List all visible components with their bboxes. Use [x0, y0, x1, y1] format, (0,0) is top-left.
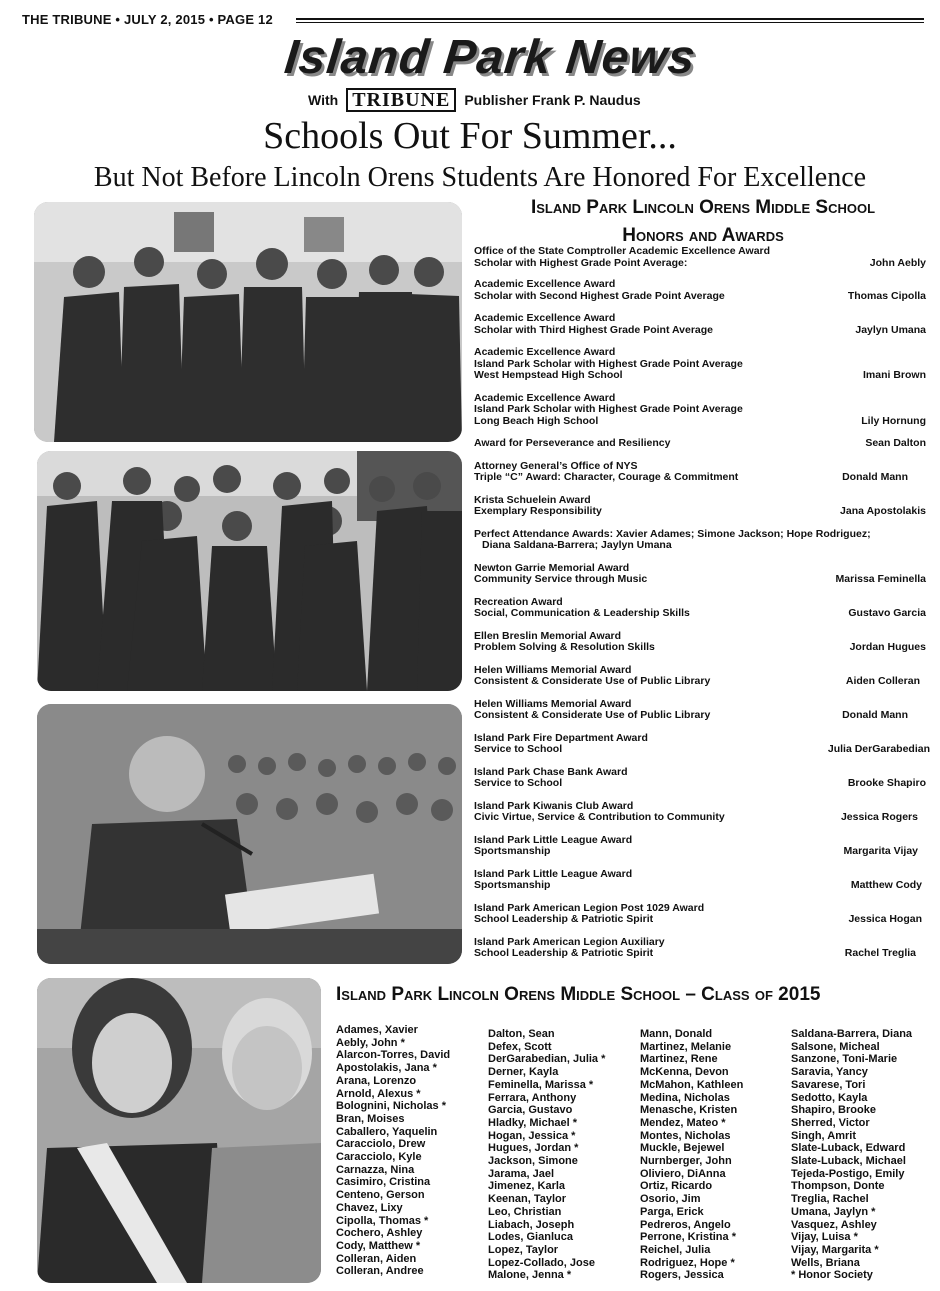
roster-name: Feminella, Marissa * — [488, 1078, 594, 1091]
roster-name: Parga, Erick — [640, 1205, 704, 1218]
award-line: Island Park American Legion Post 1029 Award — [474, 901, 705, 914]
roster-name: Carnazza, Nina — [336, 1163, 415, 1176]
roster-name: Arana, Lorenzo — [336, 1074, 417, 1087]
award-winner: Margarita Vijay — [843, 845, 918, 857]
award-line: Island Park Little League Award — [474, 833, 633, 846]
roster-name: Treglia, Rachel — [791, 1193, 869, 1206]
roster-name: Liabach, Joseph — [488, 1218, 575, 1231]
roster-name: Apostolakis, Jana * — [336, 1062, 437, 1075]
roster-column-1 — [336, 1024, 450, 1278]
roster-name: Saldana-Barrera, Diana — [791, 1028, 913, 1040]
award-line: Scholar with Highest Grade Point Average: — [474, 256, 688, 269]
award-line: Island Park American Legion Auxiliary — [474, 935, 665, 948]
award-line: Krista Schuelein Award — [474, 493, 591, 506]
award-entry — [474, 869, 930, 892]
roster-name: Centeno, Gerson — [336, 1189, 425, 1202]
award-winner: Lily Hornung — [861, 414, 926, 427]
roster-name: Caracciolo, Kyle — [336, 1151, 422, 1164]
award-entry — [474, 597, 930, 620]
award-entry — [474, 529, 930, 552]
roster-column-2 — [488, 1028, 605, 1282]
roster-name: Martinez, Rene — [640, 1053, 718, 1066]
roster-name: Keenan, Taylor — [488, 1193, 567, 1206]
roster-name: Savarese, Tori — [791, 1078, 866, 1091]
page-folio: THE TRIBUNE • JULY 2, 2015 • PAGE 12 — [22, 12, 273, 27]
roster-name: Colleran, Andree — [336, 1265, 424, 1278]
roster-name: Reichel, Julia — [640, 1243, 711, 1256]
roster-name: Cochero, Ashley — [336, 1227, 423, 1240]
roster-name: Osorio, Jim — [640, 1193, 701, 1206]
award-line: Helen Williams Memorial Award — [474, 697, 632, 710]
roster-name: Nurnberger, John — [640, 1155, 732, 1168]
award-entry — [474, 767, 930, 790]
award-winner: Aiden Colleran — [845, 675, 920, 687]
award-entry — [474, 937, 930, 960]
subhead: But Not Before Lincoln Orens Students Are Honored For Excellence — [93, 162, 867, 193]
award-line: Island Park Scholar with Highest Grade Point Average — [474, 357, 743, 370]
award-winner: Julia DerGarabedian — [827, 743, 930, 755]
award-line: Academic Excellence Award — [474, 391, 616, 404]
roster-name: Medina, Nicholas — [640, 1091, 730, 1104]
roster-name: Mann, Donald — [640, 1028, 713, 1040]
roster-name: Jarama, Jael — [488, 1167, 555, 1180]
byline-with: With — [308, 92, 339, 108]
roster-name: Oliviero, DiAnna — [640, 1167, 726, 1180]
award-line: Consistent & Considerate Use of Public Library — [474, 675, 711, 687]
award-winner: John Aebly — [869, 256, 926, 269]
roster-name: Cipolla, Thomas * — [336, 1214, 429, 1227]
award-line: Newton Garrie Memorial Award — [474, 561, 630, 574]
roster-name: Montes, Nicholas — [640, 1129, 731, 1142]
roster-name: Defex, Scott — [488, 1040, 552, 1053]
photo-graduates-group-1-image — [34, 202, 462, 442]
roster-name: Derner, Kayla — [488, 1066, 559, 1079]
photo-graduates-group-2 — [37, 451, 462, 691]
roster-name: Muckle, Bejewel — [640, 1142, 725, 1155]
award-line: Scholar with Third Highest Grade Point Average — [474, 323, 714, 336]
roster-name: Jimenez, Karla — [488, 1180, 566, 1193]
award-line: Academic Excellence Award — [474, 346, 616, 358]
award-entry — [474, 631, 930, 654]
award-line: West Hempstead High School — [474, 369, 623, 381]
award-winner: Brooke Shapiro — [847, 777, 926, 789]
roster-name: Caracciolo, Drew — [336, 1138, 426, 1151]
award-line: Service to School — [474, 777, 563, 789]
award-winner: Jaylyn Umana — [855, 323, 926, 336]
roster-column-4 — [791, 1028, 912, 1282]
award-line: Island Park Kiwanis Club Award — [474, 799, 634, 812]
roster-name: Slate-Luback, Edward — [791, 1142, 906, 1155]
award-entry — [474, 699, 930, 722]
award-entry — [474, 665, 930, 688]
award-line: School Leadership & Patriotic Spirit — [474, 913, 654, 925]
roster-name: Mendez, Mateo * — [640, 1116, 726, 1129]
roster-name: Menasche, Kristen — [640, 1104, 738, 1117]
roster-name: Sedotto, Kayla — [791, 1091, 868, 1104]
roster-name: Shapiro, Brooke — [791, 1104, 876, 1117]
roster-name: Perrone, Kristina * — [640, 1231, 736, 1244]
roster-name: Thompson, Donte — [791, 1180, 885, 1193]
award-winner: Jordan Hugues — [849, 641, 926, 653]
roster-name: Rodriguez, Hope * — [640, 1256, 735, 1269]
award-line: Scholar with Second Highest Grade Point Average — [474, 289, 725, 302]
award-line: Award for Perseverance and Resiliency — [474, 437, 671, 449]
photo-student-speaker — [37, 704, 462, 964]
award-winner: Gustavo Garcia — [848, 607, 926, 619]
award-line: Social, Communication & Leadership Skills — [474, 607, 690, 619]
roster-name: Tejeda-Postigo, Emily — [791, 1167, 905, 1180]
roster-name: Slate-Luback, Michael — [791, 1155, 906, 1168]
roster-name: Aebly, John * — [336, 1036, 405, 1049]
roster-name: Vasquez, Ashley — [791, 1218, 877, 1231]
roster-name: Lopez, Taylor — [488, 1243, 559, 1256]
award-entry — [474, 279, 930, 302]
roster-name: Dalton, Sean — [488, 1028, 555, 1040]
award-line: Academic Excellence Award — [474, 278, 616, 290]
roster-name: McMahon, Kathleen — [640, 1078, 744, 1091]
award-winner: Thomas Cipolla — [847, 289, 926, 302]
roster-name: Lodes, Gianluca — [488, 1231, 573, 1244]
award-winner: Marissa Feminella — [835, 573, 926, 585]
honors-title-line1: Island Park Lincoln Orens Middle School — [530, 197, 876, 218]
roster-name: Hladky, Michael * — [488, 1116, 578, 1129]
award-winner: Donald Mann — [842, 709, 908, 721]
roster-name: Vijay, Margarita * — [791, 1243, 879, 1256]
award-line: Attorney General’s Office of NYS — [474, 459, 638, 472]
roster-name: Sanzone, Toni-Marie — [791, 1053, 898, 1066]
folio-rule — [296, 18, 924, 23]
award-line: Service to School — [474, 743, 563, 755]
masthead-title: Island Park News — [282, 31, 699, 84]
award-winner: Jessica Rogers — [840, 811, 918, 823]
roster-name: Hogan, Jessica * — [488, 1129, 576, 1142]
award-entry — [474, 461, 930, 484]
roster-name: * Honor Society — [791, 1269, 873, 1282]
photo-student-speaker-image — [37, 704, 462, 964]
award-line: Community Service through Music — [474, 573, 648, 585]
award-line: Sportsmanship — [474, 845, 551, 857]
award-line: Long Beach High School — [474, 414, 599, 427]
award-line: Ellen Breslin Memorial Award — [474, 629, 622, 642]
roster-name: Chavez, Lixy — [336, 1201, 403, 1214]
roster-name: Ferrara, Anthony — [488, 1091, 577, 1104]
award-entry — [474, 347, 930, 382]
award-line: Sportsmanship — [474, 879, 551, 891]
award-winner: Jana Apostolakis — [840, 505, 926, 517]
roster-name: Sherred, Victor — [791, 1116, 870, 1129]
roster-name: Lopez-Collado, Jose — [488, 1256, 595, 1269]
award-entry — [474, 246, 930, 269]
award-entry — [474, 903, 930, 926]
roster-name: Umana, Jaylyn * — [791, 1205, 876, 1218]
roster-name: Bran, Moises — [336, 1112, 405, 1125]
award-line: Recreation Award — [474, 595, 563, 608]
award-line: Consistent & Considerate Use of Public Library — [474, 709, 711, 721]
award-line: Triple “C” Award: Character, Courage & Commitment — [474, 471, 739, 483]
award-entry — [474, 801, 930, 824]
roster-name: Malone, Jenna * — [488, 1269, 572, 1282]
roster-name: Adames, Xavier — [336, 1024, 418, 1036]
awards-list — [474, 246, 930, 960]
award-line: Office of the State Comptroller Academic Excellence Award — [474, 245, 771, 257]
award-winner: Rachel Treglia — [844, 947, 916, 959]
roster-name: Martinez, Melanie — [640, 1040, 732, 1053]
roster-name: Caballero, Yaquelin — [336, 1125, 438, 1138]
award-entry — [474, 835, 930, 858]
class-roster-title: Island Park Lincoln Orens Middle School – Class of 2015 — [336, 984, 821, 1005]
award-line: Island Park Little League Award — [474, 867, 633, 880]
award-entry — [474, 495, 930, 518]
honors-title — [474, 194, 932, 250]
byline-publisher: Publisher Frank P. Naudus — [464, 92, 641, 108]
roster-name: Arnold, Alexus * — [336, 1087, 421, 1100]
award-line: Exemplary Responsibility — [474, 505, 602, 517]
award-line: Academic Excellence Award — [474, 312, 616, 324]
award-line: Island Park Scholar with Highest Grade Point Average — [474, 403, 743, 415]
award-winner: Imani Brown — [862, 369, 926, 381]
award-line: Diana Saldana-Barrera; Jaylyn Umana — [482, 539, 672, 551]
roster-name: Singh, Amrit — [791, 1129, 856, 1142]
photo-graduates-group-2-image — [37, 451, 462, 691]
award-entry — [474, 563, 930, 586]
roster-name: Bolognini, Nicholas * — [336, 1100, 447, 1113]
award-line: School Leadership & Patriotic Spirit — [474, 947, 654, 959]
roster-name: Cody, Matthew * — [336, 1239, 421, 1252]
honors-title-line2: Honors and Awards — [622, 225, 784, 246]
roster-column-3 — [640, 1028, 743, 1282]
award-line: Problem Solving & Resolution Skills — [474, 641, 655, 653]
photo-student-and-teacher — [37, 978, 321, 1283]
award-line: Island Park Fire Department Award — [474, 731, 648, 744]
headline: Schools Out For Summer... — [263, 115, 677, 157]
award-entry — [474, 438, 930, 450]
photo-graduates-group-1 — [34, 202, 462, 442]
roster-name: Leo, Christian — [488, 1205, 562, 1218]
roster-name: Colleran, Aiden — [336, 1252, 417, 1265]
award-line: Perfect Attendance Awards: Xavier Adames; Simone Jackson; Hope Rodriguez; — [474, 527, 871, 540]
roster-name: DerGarabedian, Julia * — [488, 1053, 606, 1066]
award-entry — [474, 313, 930, 336]
roster-name: McKenna, Devon — [640, 1066, 729, 1079]
roster-name: Salsone, Micheal — [791, 1040, 880, 1053]
photo-student-and-teacher-image — [37, 978, 321, 1283]
award-winner: Matthew Cody — [850, 879, 922, 891]
roster-name: Ortiz, Ricardo — [640, 1180, 713, 1193]
award-line: Helen Williams Memorial Award — [474, 663, 632, 676]
roster-name: Casimiro, Cristina — [336, 1176, 431, 1189]
award-line: Island Park Chase Bank Award — [474, 765, 628, 778]
award-winner: Jessica Hogan — [848, 913, 922, 925]
roster-name: Pedreros, Angelo — [640, 1218, 731, 1231]
masthead-byline — [308, 88, 668, 112]
roster-name: Hugues, Jordan * — [488, 1142, 579, 1155]
roster-name: Vijay, Luisa * — [791, 1231, 858, 1244]
award-line: Civic Virtue, Service & Contribution to Community — [474, 811, 725, 823]
roster-name: Jackson, Simone — [488, 1155, 578, 1168]
award-entry — [474, 393, 930, 428]
roster-name: Alarcon-Torres, David — [336, 1049, 451, 1062]
award-winner: Donald Mann — [842, 471, 908, 483]
award-winner: Sean Dalton — [865, 437, 926, 449]
tribune-logo: TRIBUNE — [346, 88, 456, 112]
roster-name: Saravia, Yancy — [791, 1066, 868, 1079]
award-entry — [474, 733, 930, 756]
roster-name: Rogers, Jessica — [640, 1269, 724, 1282]
roster-name: Garcia, Gustavo — [488, 1104, 573, 1117]
roster-name: Wells, Briana — [791, 1256, 860, 1269]
